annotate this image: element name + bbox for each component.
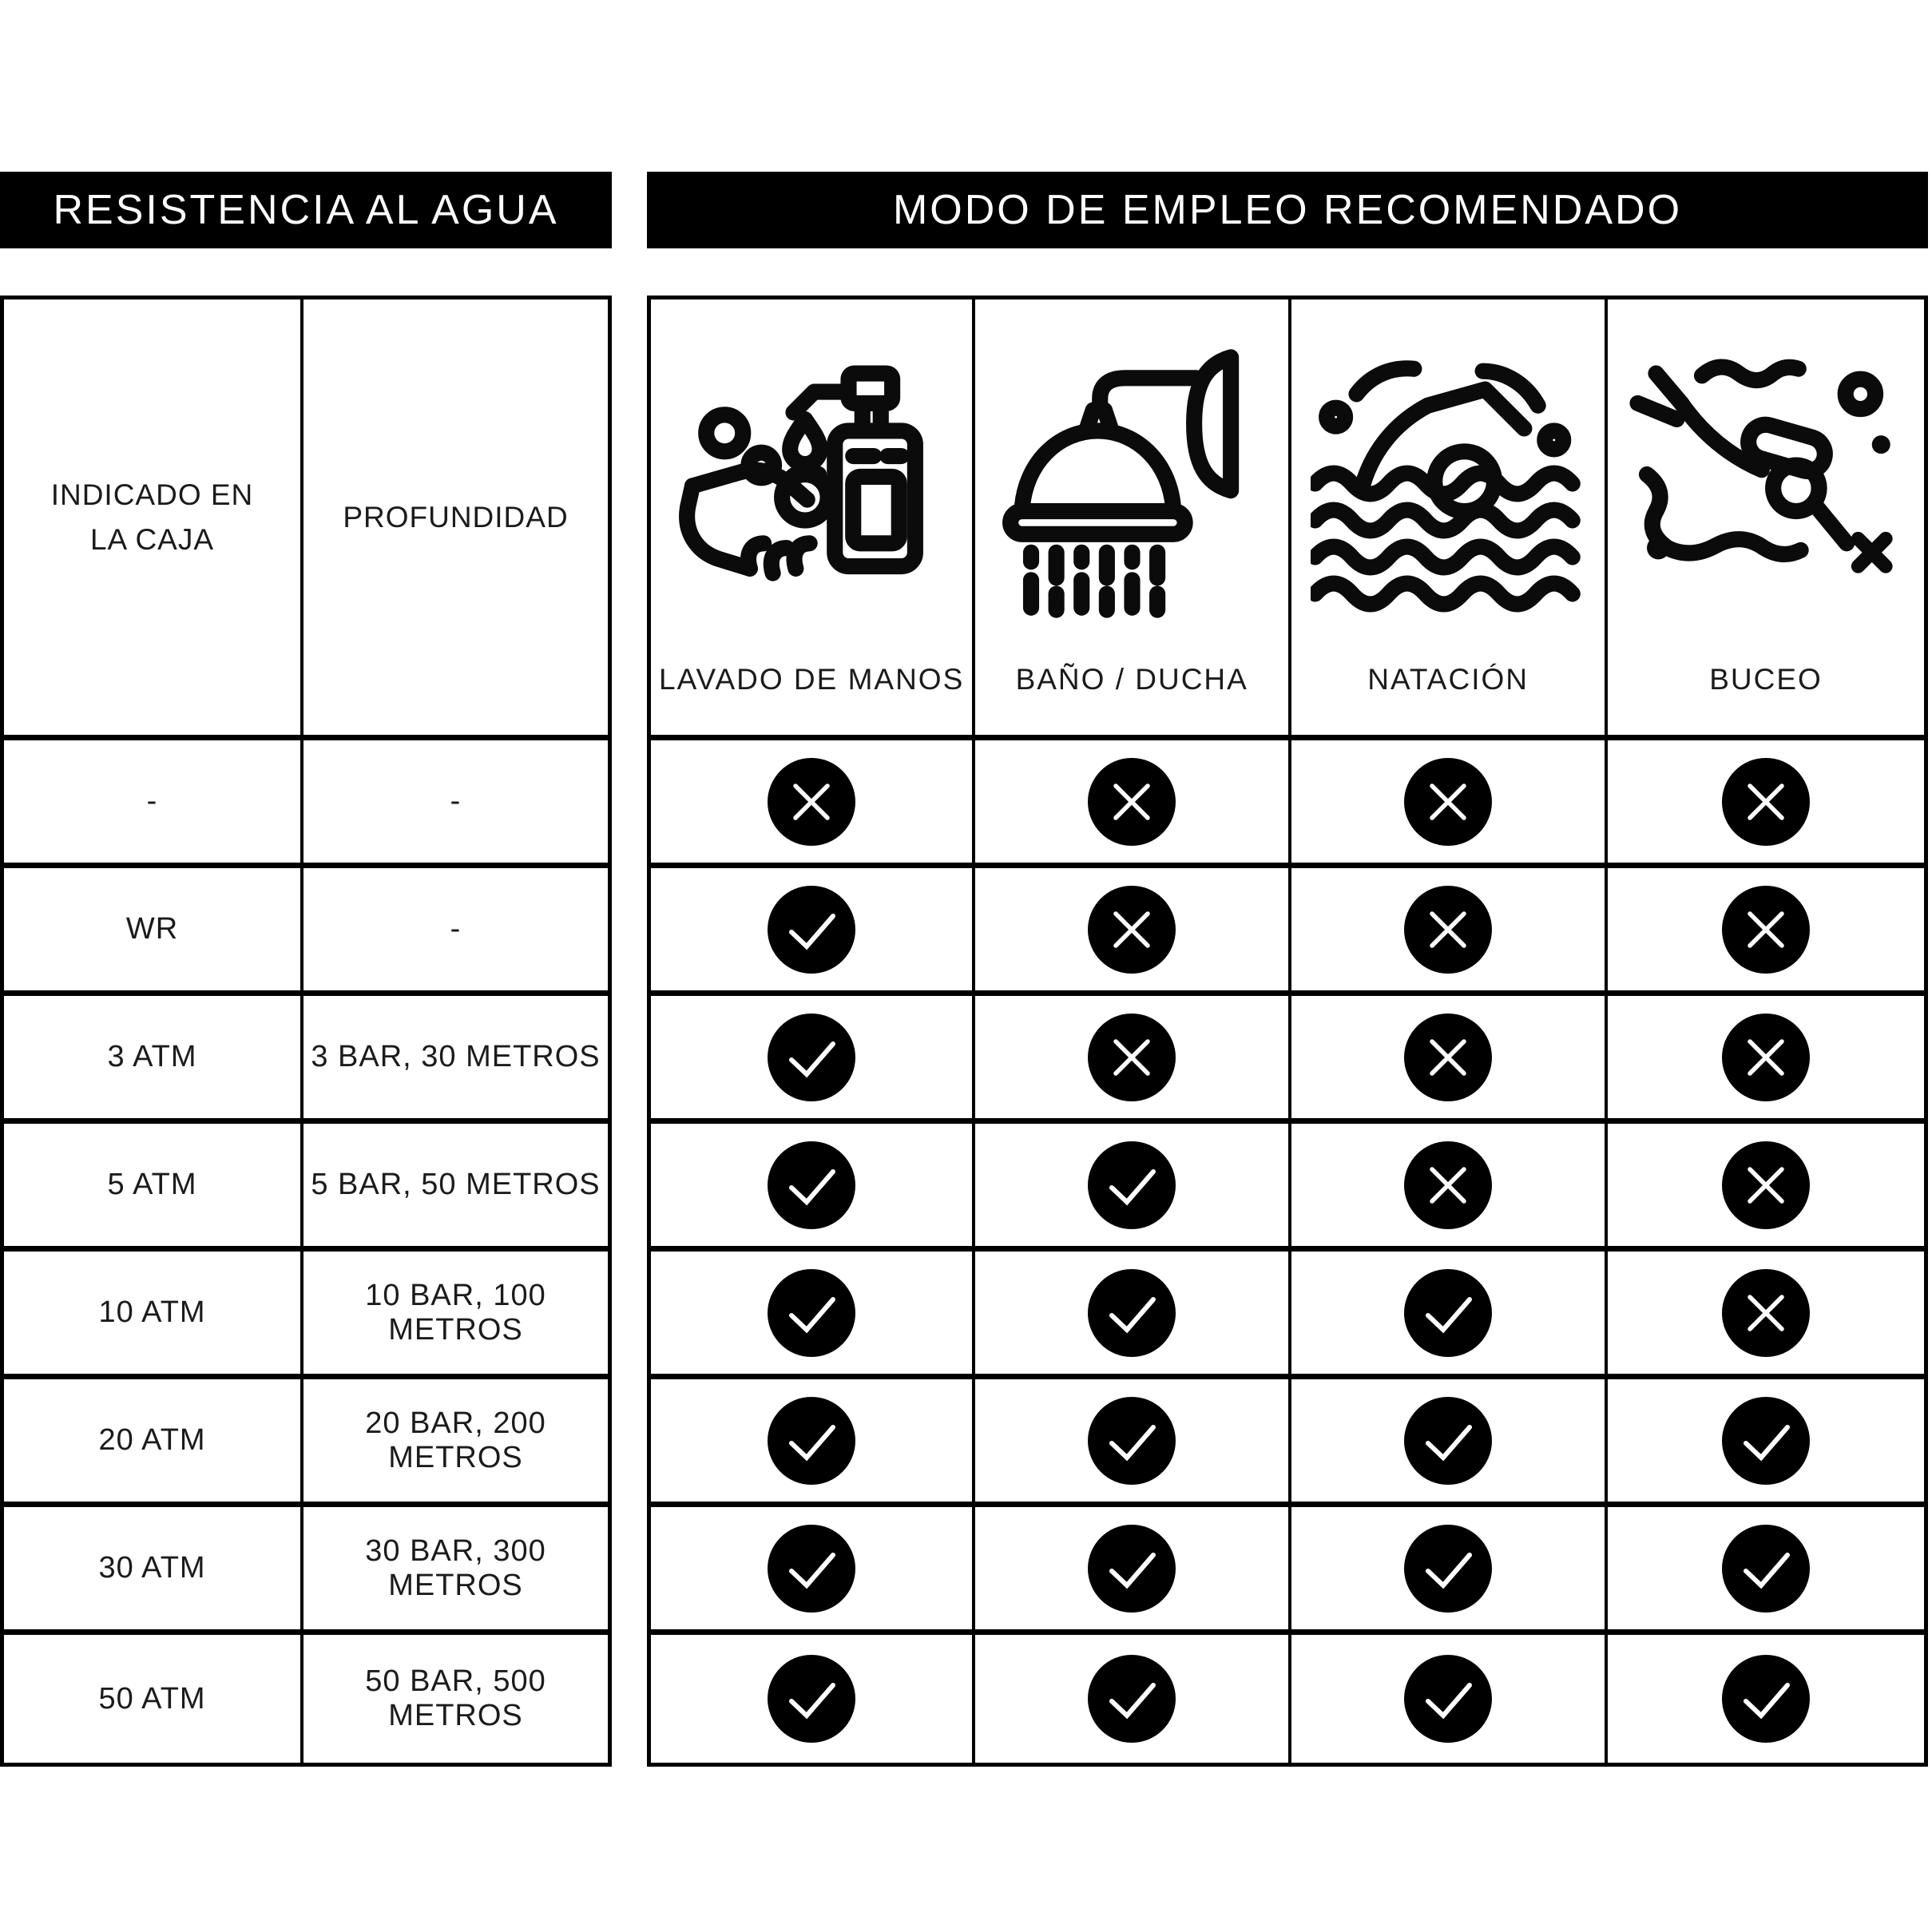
usage-cell-allowed [975,1252,1291,1379]
check-mark-icon [1087,1141,1176,1230]
usage-mark [1403,1396,1493,1486]
usage-cell-allowed [975,1635,1291,1763]
usage-cell-not-allowed [1608,868,1924,996]
cell-text: 20 BAR, 200 METROS [365,1406,546,1474]
swimming-icon [1311,346,1586,621]
check-mark-icon [1403,1396,1493,1486]
water-resistance-title: RESISTENCIA AL AGUA [53,187,559,233]
diving-icon [1629,346,1904,621]
cell-text: 30 ATM [98,1551,206,1585]
usage-cell-not-allowed [651,740,975,868]
usage-cell-allowed [1291,1379,1608,1507]
usage-mark [1403,757,1493,847]
usage-table [647,296,1928,1767]
caja-rating-cell [4,1635,303,1763]
handwash-icon [674,346,950,621]
cell-text: - [450,784,462,818]
check-mark-icon [767,1268,856,1358]
usage-cell-allowed [651,868,975,996]
cell-text: 3 BAR, 30 METROS [311,1040,601,1073]
usage-mark [1087,1654,1176,1744]
caja-rating-cell [4,1124,303,1252]
usage-mark [1403,1013,1493,1102]
usage-cell-allowed [975,1379,1291,1507]
check-mark-icon [1403,1654,1493,1744]
cell-text: 5 BAR, 50 METROS [311,1168,601,1201]
check-mark-icon [1087,1268,1176,1358]
usage-cell-allowed [975,1124,1291,1252]
check-mark-icon [1721,1396,1811,1486]
usage-mark [1721,757,1811,847]
usage-cell-allowed [651,1124,975,1252]
usage-mark [1721,1268,1811,1358]
usage-mark [1721,1141,1811,1230]
usage-cell-allowed [651,1252,975,1379]
usage-cell-not-allowed [1608,740,1924,868]
usage-mark [1721,1013,1811,1102]
usage-column-label: BUCEO [1709,663,1823,696]
cross-mark-icon [1721,1141,1811,1230]
usage-cell-allowed [651,1635,975,1763]
usage-mark [1403,1141,1493,1230]
profundidad-cell [303,1635,608,1763]
cell-text: 10 BAR, 100 METROS [365,1278,546,1347]
usage-cell-allowed [975,1507,1291,1635]
profundidad-cell [303,1507,608,1635]
usage-cell-not-allowed [975,740,1291,868]
usage-mark [1721,885,1811,974]
usage-mark [1721,1654,1811,1744]
usage-column-bano-ducha [975,300,1291,740]
caja-rating-cell [4,1507,303,1635]
cell-text: 20 ATM [98,1423,206,1457]
cross-mark-icon [1087,1013,1176,1102]
check-mark-icon [767,1141,856,1230]
usage-mark [767,885,856,974]
usage-mark [767,1268,856,1358]
cross-mark-icon [1403,1141,1493,1230]
usage-mark [767,1396,856,1486]
cell-text: 30 BAR, 300 METROS [365,1533,546,1602]
cell-text: 3 ATM [107,1040,197,1073]
recommended-use-header-bar [647,172,1928,248]
caja-rating-cell [4,1379,303,1507]
usage-mark [767,1141,856,1230]
usage-mark [767,1654,856,1744]
profundidad-cell [303,1252,608,1379]
column-header-label: INDICADO EN LA CAJA [50,478,254,556]
caja-rating-cell [4,1252,303,1379]
usage-mark [1403,1654,1493,1744]
usage-column-label: NATACIÓN [1367,663,1529,696]
usage-column-buceo [1608,300,1924,740]
cross-mark-icon [1087,885,1176,974]
caja-rating-cell [4,996,303,1124]
usage-cell-not-allowed [1608,996,1924,1124]
check-mark-icon [767,1013,856,1102]
check-mark-icon [1087,1396,1176,1486]
usage-cell-allowed [651,996,975,1124]
usage-cell-not-allowed [1291,740,1608,868]
check-mark-icon [1403,1268,1493,1358]
usage-cell-not-allowed [1291,996,1608,1124]
usage-column-lavado-de-manos [651,300,975,740]
cross-mark-icon [767,757,856,847]
usage-cell-allowed [651,1507,975,1635]
cross-mark-icon [1087,757,1176,847]
cell-text: 5 ATM [107,1168,197,1201]
check-mark-icon [767,1654,856,1744]
cell-text: WR [125,912,179,946]
cell-text: 10 ATM [98,1295,206,1329]
check-mark-icon [1087,1654,1176,1744]
usage-mark [1087,1141,1176,1230]
profundidad-cell [303,740,608,868]
column-header-profundidad [303,300,608,740]
cross-mark-icon [1721,757,1811,847]
usage-mark [1087,885,1176,974]
cell-text: 50 ATM [98,1681,206,1716]
check-mark-icon [767,1396,856,1486]
usage-mark [767,1524,856,1613]
cross-mark-icon [1403,885,1493,974]
usage-cell-allowed [1608,1379,1924,1507]
usage-cell-not-allowed [1291,868,1608,996]
check-mark-icon [767,885,856,974]
usage-cell-allowed [1291,1252,1608,1379]
check-mark-icon [1721,1524,1811,1613]
usage-cell-allowed [1608,1635,1924,1763]
usage-cell-not-allowed [1608,1124,1924,1252]
cell-text: 50 BAR, 500 METROS [365,1664,546,1732]
usage-column-label: BAÑO / DUCHA [1015,663,1248,696]
usage-mark [1721,1396,1811,1486]
cell-text: - [450,912,462,946]
usage-column-natacion [1291,300,1608,740]
check-mark-icon [767,1524,856,1613]
usage-cell-allowed [1608,1507,1924,1635]
profundidad-cell [303,1379,608,1507]
usage-mark [1087,1013,1176,1102]
usage-column-label: LAVADO DE MANOS [659,663,965,696]
column-header-indicado-en-la-caja [4,300,303,740]
check-mark-icon [1087,1524,1176,1613]
water-resistance-table [0,296,612,1767]
water-resistance-header-bar [0,172,612,248]
check-mark-icon [1403,1524,1493,1613]
usage-mark [1403,1524,1493,1613]
usage-cell-allowed [1291,1507,1608,1635]
usage-cell-not-allowed [975,868,1291,996]
usage-mark [1087,757,1176,847]
caja-rating-cell [4,868,303,996]
check-mark-icon [1721,1654,1811,1744]
usage-mark [1087,1268,1176,1358]
usage-cell-not-allowed [975,996,1291,1124]
usage-cell-allowed [1291,1635,1608,1763]
profundidad-cell [303,1124,608,1252]
shower-icon [994,346,1270,621]
caja-rating-cell [4,740,303,868]
recommended-use-title: MODO DE EMPLEO RECOMENDADO [892,187,1683,233]
column-header-label: PROFUNDIDAD [343,500,569,534]
cross-mark-icon [1403,757,1493,847]
usage-cell-not-allowed [1608,1252,1924,1379]
usage-mark [1087,1396,1176,1486]
cell-text: - [146,784,158,818]
usage-mark [767,1013,856,1102]
usage-cell-allowed [651,1379,975,1507]
profundidad-cell [303,996,608,1124]
usage-cell-not-allowed [1291,1124,1608,1252]
usage-mark [1403,885,1493,974]
usage-mark [1087,1524,1176,1613]
cross-mark-icon [1721,1268,1811,1358]
cross-mark-icon [1721,1013,1811,1102]
cross-mark-icon [1403,1013,1493,1102]
cross-mark-icon [1721,885,1811,974]
profundidad-cell [303,868,608,996]
usage-mark [767,757,856,847]
usage-mark [1721,1524,1811,1613]
usage-mark [1403,1268,1493,1358]
